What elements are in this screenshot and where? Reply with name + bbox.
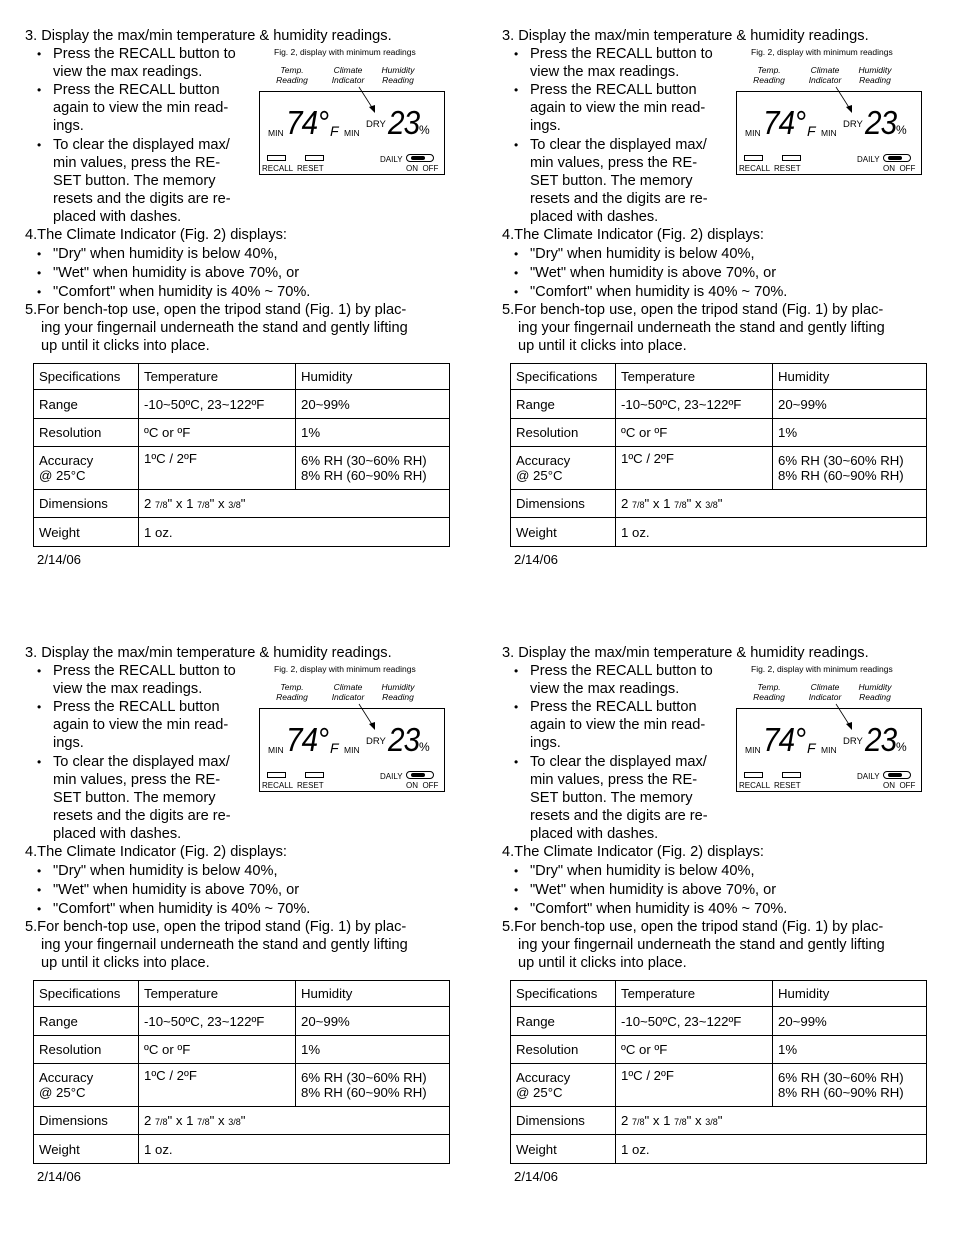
on-off-label: ON OFF xyxy=(883,164,916,173)
table-cell: ºC or ºF xyxy=(616,1036,773,1064)
bullet-icon: • xyxy=(514,266,519,280)
step-4-bullet-3: "Comfort" when humidity is 40% ~ 70%. xyxy=(530,284,788,300)
table-cell: Weight xyxy=(34,518,139,547)
step-5-line-3: up until it clicks into place. xyxy=(41,955,210,971)
table-cell: Accuracy @ 25°C xyxy=(34,447,139,490)
recall-label: RECALL xyxy=(739,781,771,790)
climate-indicator-label: Climate Indicator xyxy=(331,682,365,702)
on-off-label: ON OFF xyxy=(406,781,439,790)
step-3-heading: 3. Display the max/min temperature & humidity readings. xyxy=(25,28,392,44)
date-stamp: 2/14/06 xyxy=(514,1169,558,1184)
specifications-table xyxy=(510,363,927,547)
temperature-value: 74° xyxy=(286,721,329,758)
bullet-icon: • xyxy=(514,755,519,769)
table-cell: 6% RH (30~60% RH) 8% RH (60~90% RH) xyxy=(296,447,450,490)
table-header: Humidity xyxy=(773,364,927,390)
temperature-value: 74° xyxy=(763,104,806,141)
table-cell: Resolution xyxy=(511,419,616,447)
table-header: Specifications xyxy=(34,981,139,1007)
step-5-line-3: up until it clicks into place. xyxy=(41,338,210,354)
min-label-temp: MIN xyxy=(745,128,761,138)
step-3-bullet-3-line-2: min values, press the RE- xyxy=(53,155,221,171)
bullet-icon: • xyxy=(514,83,519,97)
step-4-bullet-3: "Comfort" when humidity is 40% ~ 70%. xyxy=(53,284,311,300)
figure-caption: Fig. 2, display with minimum readings xyxy=(274,664,416,674)
bullet-icon: • xyxy=(514,864,519,878)
table-cell: -10~50ºC, 23~122ºF xyxy=(616,390,773,419)
temperature-value: 74° xyxy=(763,721,806,758)
humidity-reading-label: Humidity Reading xyxy=(858,682,892,702)
humidity-value: 23 xyxy=(865,721,897,758)
table-cell: Dimensions xyxy=(34,490,139,518)
table-row xyxy=(511,518,927,547)
table-cell: 1 oz. xyxy=(616,1135,927,1164)
step-3-bullet-1-line-2: view the max readings. xyxy=(53,681,203,697)
bullet-icon: • xyxy=(37,285,42,299)
reset-button[interactable] xyxy=(782,155,801,161)
toggle-knob-icon xyxy=(888,156,902,160)
step-3-bullet-2-line-1: Press the RECALL button xyxy=(530,699,697,715)
temp-reading-label: Temp. Reading xyxy=(276,65,308,85)
step-5-line-2: ing your fingernail underneath the stand and gently lifting xyxy=(518,937,885,953)
step-4-bullet-1: "Dry" when humidity is below 40%, xyxy=(530,246,755,262)
step-3-bullet-3-line-2: min values, press the RE- xyxy=(53,772,221,788)
table-cell: 1ºC / 2ºF xyxy=(616,1064,773,1107)
lcd-display xyxy=(259,708,445,792)
step-3-bullet-3-line-5: placed with dashes. xyxy=(53,826,182,842)
recall-button[interactable] xyxy=(267,155,286,161)
table-cell: 6% RH (30~60% RH) 8% RH (60~90% RH) xyxy=(773,447,927,490)
table-row xyxy=(511,1036,927,1064)
table-cell: 1ºC / 2ºF xyxy=(139,1064,296,1107)
bullet-icon: • xyxy=(514,285,519,299)
humidity-unit: % xyxy=(896,123,907,137)
table-row xyxy=(511,1135,927,1164)
step-3-bullet-3-line-1: To clear the displayed max/ xyxy=(530,137,707,153)
step-4-heading: 4.The Climate Indicator (Fig. 2) displays: xyxy=(25,227,287,243)
table-cell: Dimensions xyxy=(511,490,616,518)
step-3-bullet-3-line-3: SET button. The memory xyxy=(530,173,693,189)
step-4-heading: 4.The Climate Indicator (Fig. 2) displays: xyxy=(502,227,764,243)
climate-indicator-value: DRY xyxy=(366,119,386,130)
step-5-line-1: 5.For bench-top use, open the tripod stand (Fig. 1) by plac- xyxy=(25,302,407,318)
climate-indicator-value: DRY xyxy=(843,119,863,130)
table-cell: 20~99% xyxy=(296,1007,450,1036)
bullet-icon: • xyxy=(37,47,42,61)
step-3-bullet-3-line-2: min values, press the RE- xyxy=(530,772,698,788)
bullet-icon: • xyxy=(514,247,519,261)
table-cell: 2 7/8" x 1 7/8" x 3/8" xyxy=(616,1107,927,1135)
step-4-bullet-2: "Wet" when humidity is above 70%, or xyxy=(53,265,300,281)
min-label-humidity: MIN xyxy=(344,128,360,138)
table-row xyxy=(34,1036,450,1064)
table-cell: ºC or ºF xyxy=(139,1036,296,1064)
step-3-bullet-2-line-3: ings. xyxy=(53,118,84,134)
bullet-icon: • xyxy=(514,47,519,61)
table-cell: Weight xyxy=(34,1135,139,1164)
figure-caption: Fig. 2, display with minimum readings xyxy=(274,47,416,57)
table-cell: 1ºC / 2ºF xyxy=(139,447,296,490)
table-cell: Accuracy @ 25°C xyxy=(511,447,616,490)
bullet-icon: • xyxy=(37,138,42,152)
step-5-line-3: up until it clicks into place. xyxy=(518,338,687,354)
specifications-table xyxy=(510,980,927,1164)
humidity-unit: % xyxy=(896,740,907,754)
table-row xyxy=(511,1007,927,1036)
specifications-table xyxy=(33,980,450,1164)
table-header: Specifications xyxy=(511,981,616,1007)
step-3-heading: 3. Display the max/min temperature & humidity readings. xyxy=(502,28,869,44)
table-row xyxy=(34,490,450,518)
step-3-bullet-2-line-3: ings. xyxy=(530,735,561,751)
humidity-value: 23 xyxy=(865,104,897,141)
table-cell: 1% xyxy=(773,419,927,447)
table-header: Temperature xyxy=(616,981,773,1007)
table-cell: Range xyxy=(34,390,139,419)
step-3-bullet-2-line-2: again to view the min read- xyxy=(530,100,706,116)
step-3-bullet-2-line-2: again to view the min read- xyxy=(53,717,229,733)
instruction-panel-4 xyxy=(502,644,952,1224)
table-cell: Range xyxy=(511,390,616,419)
reset-button[interactable] xyxy=(305,772,324,778)
temperature-unit: F xyxy=(330,740,339,756)
table-cell: 1% xyxy=(773,1036,927,1064)
step-5-line-1: 5.For bench-top use, open the tripod stand (Fig. 1) by plac- xyxy=(25,919,407,935)
step-5-line-2: ing your fingernail underneath the stand and gently lifting xyxy=(518,320,885,336)
step-3-bullet-3-line-4: resets and the digits are re- xyxy=(530,191,708,207)
table-row xyxy=(34,419,450,447)
daily-label: DAILY xyxy=(857,772,880,781)
date-stamp: 2/14/06 xyxy=(514,552,558,567)
recall-label: RECALL xyxy=(739,164,771,173)
step-4-bullet-3: "Comfort" when humidity is 40% ~ 70%. xyxy=(53,901,311,917)
bullet-icon: • xyxy=(514,700,519,714)
min-label-humidity: MIN xyxy=(821,128,837,138)
table-cell: 6% RH (30~60% RH) 8% RH (60~90% RH) xyxy=(773,1064,927,1107)
table-row xyxy=(511,390,927,419)
table-cell: ºC or ºF xyxy=(139,419,296,447)
table-cell: Range xyxy=(511,1007,616,1036)
min-label-humidity: MIN xyxy=(344,745,360,755)
figure-caption: Fig. 2, display with minimum readings xyxy=(751,664,893,674)
daily-label: DAILY xyxy=(380,155,403,164)
table-header: Temperature xyxy=(139,364,296,390)
table-cell: -10~50ºC, 23~122ºF xyxy=(139,1007,296,1036)
step-5-line-2: ing your fingernail underneath the stand and gently lifting xyxy=(41,320,408,336)
table-cell: Dimensions xyxy=(34,1107,139,1135)
step-3-bullet-3-line-4: resets and the digits are re- xyxy=(530,808,708,824)
bullet-icon: • xyxy=(514,902,519,916)
humidity-reading-label: Humidity Reading xyxy=(381,65,415,85)
on-off-label: ON OFF xyxy=(883,781,916,790)
table-row xyxy=(34,447,450,490)
climate-indicator-label: Climate Indicator xyxy=(331,65,365,85)
climate-indicator-label: Climate Indicator xyxy=(808,65,842,85)
table-row xyxy=(34,1007,450,1036)
table-cell: 1% xyxy=(296,419,450,447)
humidity-value: 23 xyxy=(388,721,420,758)
table-header: Temperature xyxy=(139,981,296,1007)
step-3-bullet-1-line-1: Press the RECALL button to xyxy=(53,663,236,679)
recall-label: RECALL xyxy=(262,781,294,790)
on-off-toggle[interactable] xyxy=(406,154,434,162)
reset-button[interactable] xyxy=(782,772,801,778)
bullet-icon: • xyxy=(37,700,42,714)
step-5-line-2: ing your fingernail underneath the stand and gently lifting xyxy=(41,937,408,953)
table-cell: Range xyxy=(34,1007,139,1036)
step-4-bullet-2: "Wet" when humidity is above 70%, or xyxy=(530,265,777,281)
step-3-bullet-3-line-3: SET button. The memory xyxy=(53,173,216,189)
step-3-bullet-1-line-2: view the max readings. xyxy=(530,681,680,697)
table-row xyxy=(34,390,450,419)
step-4-bullet-2: "Wet" when humidity is above 70%, or xyxy=(530,882,777,898)
step-5-line-1: 5.For bench-top use, open the tripod stand (Fig. 1) by plac- xyxy=(502,302,884,318)
step-3-heading: 3. Display the max/min temperature & humidity readings. xyxy=(502,645,869,661)
table-cell: 2 7/8" x 1 7/8" x 3/8" xyxy=(139,490,450,518)
table-row xyxy=(34,1064,450,1107)
toggle-knob-icon xyxy=(888,773,902,777)
step-3-bullet-3-line-4: resets and the digits are re- xyxy=(53,191,231,207)
temperature-unit: F xyxy=(807,740,816,756)
bullet-icon: • xyxy=(37,266,42,280)
table-cell: 2 7/8" x 1 7/8" x 3/8" xyxy=(616,490,927,518)
step-5-line-3: up until it clicks into place. xyxy=(518,955,687,971)
instruction-panel-3 xyxy=(25,644,475,1224)
table-cell: 20~99% xyxy=(773,390,927,419)
temp-reading-label: Temp. Reading xyxy=(276,682,308,702)
bullet-icon: • xyxy=(37,83,42,97)
bullet-icon: • xyxy=(37,755,42,769)
table-cell: Accuracy @ 25°C xyxy=(34,1064,139,1107)
table-cell: 1% xyxy=(296,1036,450,1064)
recall-button[interactable] xyxy=(744,155,763,161)
table-cell: -10~50ºC, 23~122ºF xyxy=(139,390,296,419)
step-3-bullet-3-line-3: SET button. The memory xyxy=(530,790,693,806)
step-3-bullet-3-line-1: To clear the displayed max/ xyxy=(530,754,707,770)
table-cell: 1 oz. xyxy=(139,518,450,547)
bullet-icon: • xyxy=(37,864,42,878)
min-label-humidity: MIN xyxy=(821,745,837,755)
table-cell: 2 7/8" x 1 7/8" x 3/8" xyxy=(139,1107,450,1135)
table-cell: 1 oz. xyxy=(616,518,927,547)
step-3-bullet-3-line-3: SET button. The memory xyxy=(53,790,216,806)
table-cell: Resolution xyxy=(34,419,139,447)
table-cell: 1ºC / 2ºF xyxy=(616,447,773,490)
temp-reading-label: Temp. Reading xyxy=(753,682,785,702)
table-row xyxy=(34,1135,450,1164)
step-4-bullet-1: "Dry" when humidity is below 40%, xyxy=(53,246,278,262)
toggle-knob-icon xyxy=(411,156,425,160)
table-cell: 6% RH (30~60% RH) 8% RH (60~90% RH) xyxy=(296,1064,450,1107)
step-3-heading: 3. Display the max/min temperature & humidity readings. xyxy=(25,645,392,661)
step-3-bullet-1-line-2: view the max readings. xyxy=(53,64,203,80)
step-3-bullet-2-line-3: ings. xyxy=(53,735,84,751)
humidity-reading-label: Humidity Reading xyxy=(858,65,892,85)
table-row xyxy=(511,1107,927,1135)
reset-label: RESET xyxy=(297,164,324,173)
humidity-unit: % xyxy=(419,740,430,754)
on-off-toggle[interactable] xyxy=(883,154,911,162)
table-cell: Weight xyxy=(511,1135,616,1164)
table-cell: 20~99% xyxy=(296,390,450,419)
min-label-temp: MIN xyxy=(268,128,284,138)
temperature-unit: F xyxy=(807,123,816,139)
step-3-bullet-3-line-1: To clear the displayed max/ xyxy=(53,137,230,153)
step-3-bullet-3-line-5: placed with dashes. xyxy=(530,209,659,225)
step-4-bullet-1: "Dry" when humidity is below 40%, xyxy=(530,863,755,879)
table-cell: Dimensions xyxy=(511,1107,616,1135)
table-header-row xyxy=(34,364,450,390)
step-3-bullet-2-line-3: ings. xyxy=(530,118,561,134)
lcd-display xyxy=(736,91,922,175)
table-header-row xyxy=(511,981,927,1007)
bullet-icon: • xyxy=(37,902,42,916)
step-4-bullet-2: "Wet" when humidity is above 70%, or xyxy=(53,882,300,898)
bullet-icon: • xyxy=(514,664,519,678)
lcd-display xyxy=(259,91,445,175)
table-row xyxy=(511,490,927,518)
recall-button[interactable] xyxy=(267,772,286,778)
reset-label: RESET xyxy=(297,781,324,790)
table-header: Humidity xyxy=(773,981,927,1007)
bullet-icon: • xyxy=(37,664,42,678)
step-3-bullet-2-line-2: again to view the min read- xyxy=(530,717,706,733)
reset-label: RESET xyxy=(774,164,801,173)
temperature-value: 74° xyxy=(286,104,329,141)
daily-label: DAILY xyxy=(380,772,403,781)
table-header: Specifications xyxy=(511,364,616,390)
step-3-bullet-2-line-1: Press the RECALL button xyxy=(53,82,220,98)
table-header: Humidity xyxy=(296,981,450,1007)
table-header-row xyxy=(34,981,450,1007)
reset-label: RESET xyxy=(774,781,801,790)
reset-button[interactable] xyxy=(305,155,324,161)
step-3-bullet-3-line-5: placed with dashes. xyxy=(53,209,182,225)
step-3-bullet-3-line-2: min values, press the RE- xyxy=(530,155,698,171)
table-cell: 20~99% xyxy=(773,1007,927,1036)
climate-indicator-value: DRY xyxy=(843,736,863,747)
step-5-line-1: 5.For bench-top use, open the tripod stand (Fig. 1) by plac- xyxy=(502,919,884,935)
bullet-icon: • xyxy=(37,247,42,261)
bullet-icon: • xyxy=(37,883,42,897)
on-off-toggle[interactable] xyxy=(883,771,911,779)
table-header: Specifications xyxy=(34,364,139,390)
min-label-temp: MIN xyxy=(745,745,761,755)
date-stamp: 2/14/06 xyxy=(37,1169,81,1184)
table-row xyxy=(34,1107,450,1135)
table-cell: Accuracy @ 25°C xyxy=(511,1064,616,1107)
table-cell: ºC or ºF xyxy=(616,419,773,447)
climate-indicator-label: Climate Indicator xyxy=(808,682,842,702)
table-row xyxy=(511,1064,927,1107)
instruction-panel-1 xyxy=(25,27,475,607)
table-row xyxy=(511,447,927,490)
step-3-bullet-1-line-1: Press the RECALL button to xyxy=(530,663,713,679)
step-3-bullet-3-line-4: resets and the digits are re- xyxy=(53,808,231,824)
step-3-bullet-1-line-1: Press the RECALL button to xyxy=(530,46,713,62)
step-3-bullet-3-line-5: placed with dashes. xyxy=(530,826,659,842)
table-header: Humidity xyxy=(296,364,450,390)
toggle-knob-icon xyxy=(411,773,425,777)
table-cell: Resolution xyxy=(511,1036,616,1064)
instruction-panel-2 xyxy=(502,27,952,607)
step-3-bullet-2-line-2: again to view the min read- xyxy=(53,100,229,116)
on-off-label: ON OFF xyxy=(406,164,439,173)
daily-label: DAILY xyxy=(857,155,880,164)
step-3-bullet-1-line-2: view the max readings. xyxy=(530,64,680,80)
table-cell: Weight xyxy=(511,518,616,547)
recall-label: RECALL xyxy=(262,164,294,173)
step-4-heading: 4.The Climate Indicator (Fig. 2) displays: xyxy=(25,844,287,860)
step-3-bullet-1-line-1: Press the RECALL button to xyxy=(53,46,236,62)
recall-button[interactable] xyxy=(744,772,763,778)
table-cell: Resolution xyxy=(34,1036,139,1064)
table-header-row xyxy=(511,364,927,390)
date-stamp: 2/14/06 xyxy=(37,552,81,567)
bullet-icon: • xyxy=(514,883,519,897)
specifications-table xyxy=(33,363,450,547)
table-cell: 1 oz. xyxy=(139,1135,450,1164)
humidity-reading-label: Humidity Reading xyxy=(381,682,415,702)
bullet-icon: • xyxy=(514,138,519,152)
step-3-bullet-3-line-1: To clear the displayed max/ xyxy=(53,754,230,770)
table-cell: -10~50ºC, 23~122ºF xyxy=(616,1007,773,1036)
temperature-unit: F xyxy=(330,123,339,139)
step-4-bullet-3: "Comfort" when humidity is 40% ~ 70%. xyxy=(530,901,788,917)
step-3-bullet-2-line-1: Press the RECALL button xyxy=(53,699,220,715)
climate-indicator-value: DRY xyxy=(366,736,386,747)
humidity-value: 23 xyxy=(388,104,420,141)
table-header: Temperature xyxy=(616,364,773,390)
table-row xyxy=(34,518,450,547)
step-4-bullet-1: "Dry" when humidity is below 40%, xyxy=(53,863,278,879)
min-label-temp: MIN xyxy=(268,745,284,755)
table-row xyxy=(511,419,927,447)
figure-caption: Fig. 2, display with minimum readings xyxy=(751,47,893,57)
on-off-toggle[interactable] xyxy=(406,771,434,779)
humidity-unit: % xyxy=(419,123,430,137)
lcd-display xyxy=(736,708,922,792)
step-3-bullet-2-line-1: Press the RECALL button xyxy=(530,82,697,98)
step-4-heading: 4.The Climate Indicator (Fig. 2) displays: xyxy=(502,844,764,860)
temp-reading-label: Temp. Reading xyxy=(753,65,785,85)
